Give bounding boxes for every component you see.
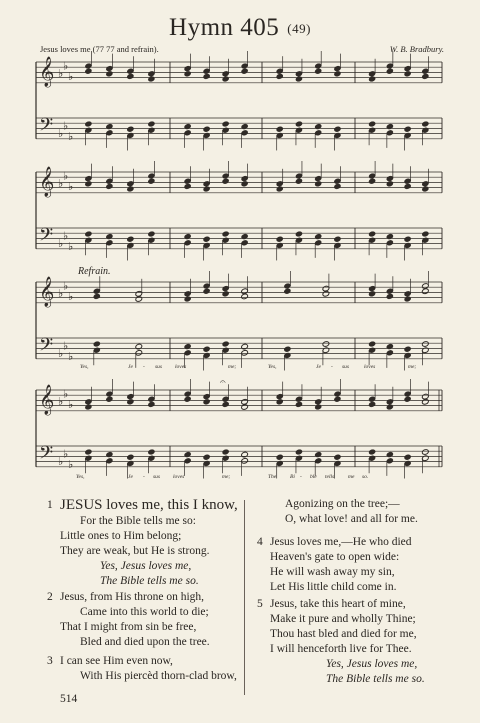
note-head-icon — [314, 451, 322, 458]
verse-line: Came into this world to die; — [80, 606, 209, 618]
composer-name: W. B. Bradbury. — [389, 44, 444, 54]
lyric-syllable: loves — [364, 364, 376, 370]
note-head-icon — [127, 399, 135, 406]
bass-clef-icon: 𝄢 — [39, 225, 54, 250]
verse-line: Agonizing on the tree;— — [285, 498, 400, 510]
flat-sign-icon: ♭ — [63, 229, 69, 243]
note-head-icon — [127, 126, 135, 133]
note-head-icon — [334, 396, 342, 403]
note-head-icon — [241, 181, 249, 188]
lyric-syllable: loves — [175, 364, 187, 370]
verse-line — [60, 498, 238, 514]
lyric-syllable: sus — [153, 474, 161, 480]
note-head-icon — [127, 186, 135, 193]
note-head-icon — [422, 449, 430, 456]
note-head-icon — [241, 233, 249, 240]
note-head-icon — [184, 233, 192, 240]
note-head-icon — [368, 401, 376, 408]
note-head-icon — [127, 236, 135, 243]
flat-sign-icon: ♭ — [63, 339, 69, 353]
note-head-icon — [334, 183, 342, 190]
fermata-icon: 𝄐 — [220, 377, 226, 388]
note-head-icon — [148, 401, 156, 408]
note-head-icon — [368, 231, 376, 238]
note-head-icon — [422, 288, 430, 295]
note-head-icon — [386, 343, 394, 350]
note-head-icon — [184, 123, 192, 130]
note-head-icon — [148, 178, 156, 185]
verse-2 — [47, 590, 210, 650]
flat-sign-icon: ♭ — [58, 127, 64, 141]
flat-sign-icon: ♭ — [63, 387, 69, 401]
flat-sign-icon: ♭ — [63, 119, 69, 133]
note-head-icon — [334, 454, 342, 461]
verse-line: Make it pure and wholly Thine; — [270, 613, 416, 625]
lyric-syllable: Yes, — [268, 364, 277, 370]
lyric-syllable: Je — [128, 474, 133, 480]
note-head-icon — [148, 121, 156, 128]
note-head-icon — [386, 404, 394, 411]
flat-sign-icon: ♭ — [68, 239, 74, 253]
note-head-icon — [284, 346, 292, 353]
note-head-icon — [386, 181, 394, 188]
note-head-icon — [241, 123, 249, 130]
note-head-icon — [276, 454, 284, 461]
note-head-icon — [276, 236, 284, 243]
flat-sign-icon: ♭ — [63, 59, 69, 73]
note-head-icon — [368, 76, 376, 83]
note-head-icon — [85, 68, 93, 75]
verse-line: Thou hast bled and died for me, — [270, 628, 417, 640]
note-head-icon — [148, 231, 156, 238]
bass-clef-icon: 𝄢 — [39, 335, 54, 360]
note-head-icon — [222, 291, 230, 298]
refrain-line: Yes, Jesus loves me, — [100, 560, 192, 572]
note-head-icon — [276, 73, 284, 80]
note-head-icon — [184, 451, 192, 458]
verse-line: O, what love! and all for me. — [285, 513, 418, 525]
flat-sign-icon: ♭ — [68, 179, 74, 193]
note-head-icon — [184, 296, 192, 303]
note-head-icon — [295, 178, 303, 185]
lyric-syllable: tells — [325, 474, 335, 480]
verse-line: Let His little child come in. — [270, 581, 397, 593]
lyric-syllable: loves — [173, 474, 185, 480]
note-head-icon — [222, 341, 230, 348]
note-head-icon — [203, 346, 211, 353]
flat-sign-icon: ♭ — [68, 457, 74, 471]
flat-sign-icon: ♭ — [68, 289, 74, 303]
note-head-icon — [106, 183, 114, 190]
lyric-syllable: Yes, — [80, 364, 89, 370]
note-head-icon — [222, 76, 230, 83]
verse-3 — [47, 654, 237, 684]
treble-clef-icon: 𝄞 — [39, 385, 55, 415]
note-head-icon — [127, 73, 135, 80]
note-head-icon — [106, 396, 114, 403]
verse-number: 5 — [257, 598, 263, 610]
lyric-syllable: ble — [310, 474, 317, 480]
note-head-icon — [368, 291, 376, 298]
treble-clef-icon: 𝄞 — [39, 57, 55, 87]
note-head-icon — [93, 341, 101, 348]
flat-sign-icon: ♭ — [63, 447, 69, 461]
note-head-icon — [203, 454, 211, 461]
refrain-label: Refrain. — [78, 266, 111, 277]
flat-sign-icon: ♭ — [68, 349, 74, 363]
verse-line: I can see Him even now, — [60, 655, 173, 667]
flat-sign-icon: ♭ — [58, 237, 64, 251]
note-head-icon — [295, 76, 303, 83]
verse-number: 2 — [47, 591, 53, 603]
verse-1 — [47, 497, 238, 589]
note-head-icon — [276, 399, 284, 406]
note-head-icon — [184, 343, 192, 350]
flat-sign-icon: ♭ — [68, 397, 74, 411]
treble-clef-icon: 𝄞 — [39, 167, 55, 197]
note-head-icon — [386, 68, 394, 75]
verse-line: Jesus, take this heart of mine, — [270, 598, 406, 610]
verse-line: Jesus, from His throne on high, — [60, 591, 205, 603]
note-head-icon — [422, 186, 430, 193]
page-number: 514 — [60, 693, 78, 705]
note-head-icon — [85, 404, 93, 411]
note-head-icon — [127, 454, 135, 461]
lyric-syllable: me; — [222, 474, 231, 480]
lyric-syllable: Yes, — [76, 474, 85, 480]
note-head-icon — [314, 233, 322, 240]
note-head-icon — [85, 121, 93, 128]
note-head-icon — [404, 236, 412, 243]
note-head-icon — [314, 404, 322, 411]
note-head-icon — [386, 293, 394, 300]
note-head-icon — [148, 449, 156, 456]
lyric-syllable: - — [143, 364, 145, 370]
note-head-icon — [184, 71, 192, 78]
note-head-icon — [184, 183, 192, 190]
note-head-icon — [422, 341, 430, 348]
note-head-icon — [85, 181, 93, 188]
treble-clef-icon: 𝄞 — [39, 277, 55, 307]
note-head-icon — [203, 236, 211, 243]
verse-line: Little ones to Him belong; — [60, 530, 182, 542]
flat-sign-icon: ♭ — [58, 287, 64, 301]
note-head-icon — [295, 231, 303, 238]
lyric-syllable: sus — [342, 364, 350, 370]
note-head-icon — [314, 123, 322, 130]
flat-sign-icon: ♭ — [63, 279, 69, 293]
lyric-syllable: me; — [408, 364, 417, 370]
verse-number: 3 — [47, 655, 53, 667]
verse-line: I will henceforth live for Thee. — [270, 643, 412, 655]
note-head-icon — [404, 183, 412, 190]
note-head-icon — [314, 181, 322, 188]
flat-sign-icon: ♭ — [63, 169, 69, 183]
note-head-icon — [276, 126, 284, 133]
note-head-icon — [148, 76, 156, 83]
hymn-number: (49) — [287, 21, 311, 37]
tune-name: Jesus loves me (77 77 and refrain). — [40, 44, 159, 54]
note-head-icon — [241, 68, 249, 75]
note-head-icon — [334, 71, 342, 78]
verse-5 — [257, 597, 425, 687]
verse-line: With His piercèd thorn-clad brow, — [80, 670, 237, 682]
note-head-icon — [422, 121, 430, 128]
note-head-icon — [222, 231, 230, 238]
note-head-icon — [368, 341, 376, 348]
lyric-syllable: me — [348, 474, 355, 480]
verse-number: 1 — [47, 499, 53, 511]
verse-line: For the Bible tells me so: — [80, 515, 196, 527]
note-head-icon — [386, 451, 394, 458]
refrain-line: The Bible tells me so. — [326, 673, 425, 685]
note-head-icon — [404, 126, 412, 133]
note-head-icon — [241, 343, 249, 350]
note-head-icon — [184, 396, 192, 403]
note-head-icon — [284, 288, 292, 295]
note-head-icon — [135, 343, 143, 350]
note-head-icon — [386, 123, 394, 130]
note-head-icon — [368, 449, 376, 456]
verse-3-continued — [265, 497, 418, 527]
note-head-icon — [422, 231, 430, 238]
note-head-icon — [295, 449, 303, 456]
note-head-icon — [404, 296, 412, 303]
note-head-icon — [368, 178, 376, 185]
flat-sign-icon: ♭ — [58, 67, 64, 81]
note-head-icon — [222, 178, 230, 185]
note-head-icon — [85, 449, 93, 456]
lyric-syllable: so. — [362, 474, 369, 480]
flat-sign-icon: ♭ — [58, 395, 64, 409]
note-head-icon — [386, 233, 394, 240]
note-head-icon — [93, 293, 101, 300]
lyric-syllable: sus — [155, 364, 163, 370]
note-head-icon — [404, 396, 412, 403]
lyric-syllable: - — [143, 474, 145, 480]
note-head-icon — [404, 346, 412, 353]
bass-clef-icon: 𝄢 — [39, 115, 54, 140]
note-head-icon — [334, 126, 342, 133]
lyric-syllable: Bi — [290, 474, 295, 480]
note-head-icon — [106, 451, 114, 458]
flat-sign-icon: ♭ — [68, 69, 74, 83]
note-head-icon — [222, 121, 230, 128]
note-head-icon — [241, 451, 249, 458]
note-head-icon — [322, 291, 330, 298]
verse-number: 4 — [257, 536, 263, 548]
note-head-icon — [276, 186, 284, 193]
lyric-syllable: - — [331, 364, 333, 370]
note-head-icon — [368, 121, 376, 128]
verse-line: Bled and died upon the tree. — [80, 636, 210, 648]
note-head-icon — [422, 73, 430, 80]
verse-line: They are weak, but He is strong. — [60, 545, 210, 557]
lyric-syllable: Je — [316, 364, 321, 370]
bass-clef-icon: 𝄢 — [39, 443, 54, 468]
refrain-line: Yes, Jesus loves me, — [326, 658, 418, 670]
note-head-icon — [135, 296, 143, 303]
note-head-icon — [295, 401, 303, 408]
hymn-title-text: Hymn 405 — [169, 14, 280, 41]
note-head-icon — [322, 341, 330, 348]
note-head-icon — [404, 71, 412, 78]
note-head-icon — [404, 454, 412, 461]
verse-line-text: JESUS loves me, this I know, — [60, 497, 238, 513]
verse-line: That I might from sin be free, — [60, 621, 197, 633]
verse-line: He will wash away my sin, — [270, 566, 395, 578]
note-head-icon — [203, 186, 211, 193]
lyric-syllable: Je — [128, 364, 133, 370]
column-divider — [244, 500, 245, 695]
note-head-icon — [203, 399, 211, 406]
flat-sign-icon: ♭ — [58, 347, 64, 361]
lyric-syllable: The — [268, 474, 277, 480]
note-head-icon — [334, 236, 342, 243]
note-head-icon — [106, 71, 114, 78]
note-head-icon — [241, 404, 249, 411]
verse-4 — [257, 535, 412, 595]
note-head-icon — [222, 449, 230, 456]
note-head-icon — [314, 68, 322, 75]
flat-sign-icon: ♭ — [58, 177, 64, 191]
note-head-icon — [85, 231, 93, 238]
note-head-icon — [203, 126, 211, 133]
flat-sign-icon: ♭ — [68, 129, 74, 143]
lyric-syllable: me; — [228, 364, 237, 370]
flat-sign-icon: ♭ — [58, 455, 64, 469]
note-head-icon — [422, 399, 430, 406]
note-head-icon — [106, 123, 114, 130]
note-head-icon — [203, 73, 211, 80]
note-head-icon — [241, 293, 249, 300]
note-head-icon — [295, 121, 303, 128]
refrain-line: The Bible tells me so. — [100, 575, 199, 587]
note-head-icon — [106, 233, 114, 240]
verse-line: Heaven's gate to open wide: — [270, 551, 400, 563]
lyric-syllable: - — [300, 474, 302, 480]
note-head-icon — [222, 401, 230, 408]
verse-line: Jesus loves me,—He who died — [270, 536, 412, 548]
note-head-icon — [203, 288, 211, 295]
